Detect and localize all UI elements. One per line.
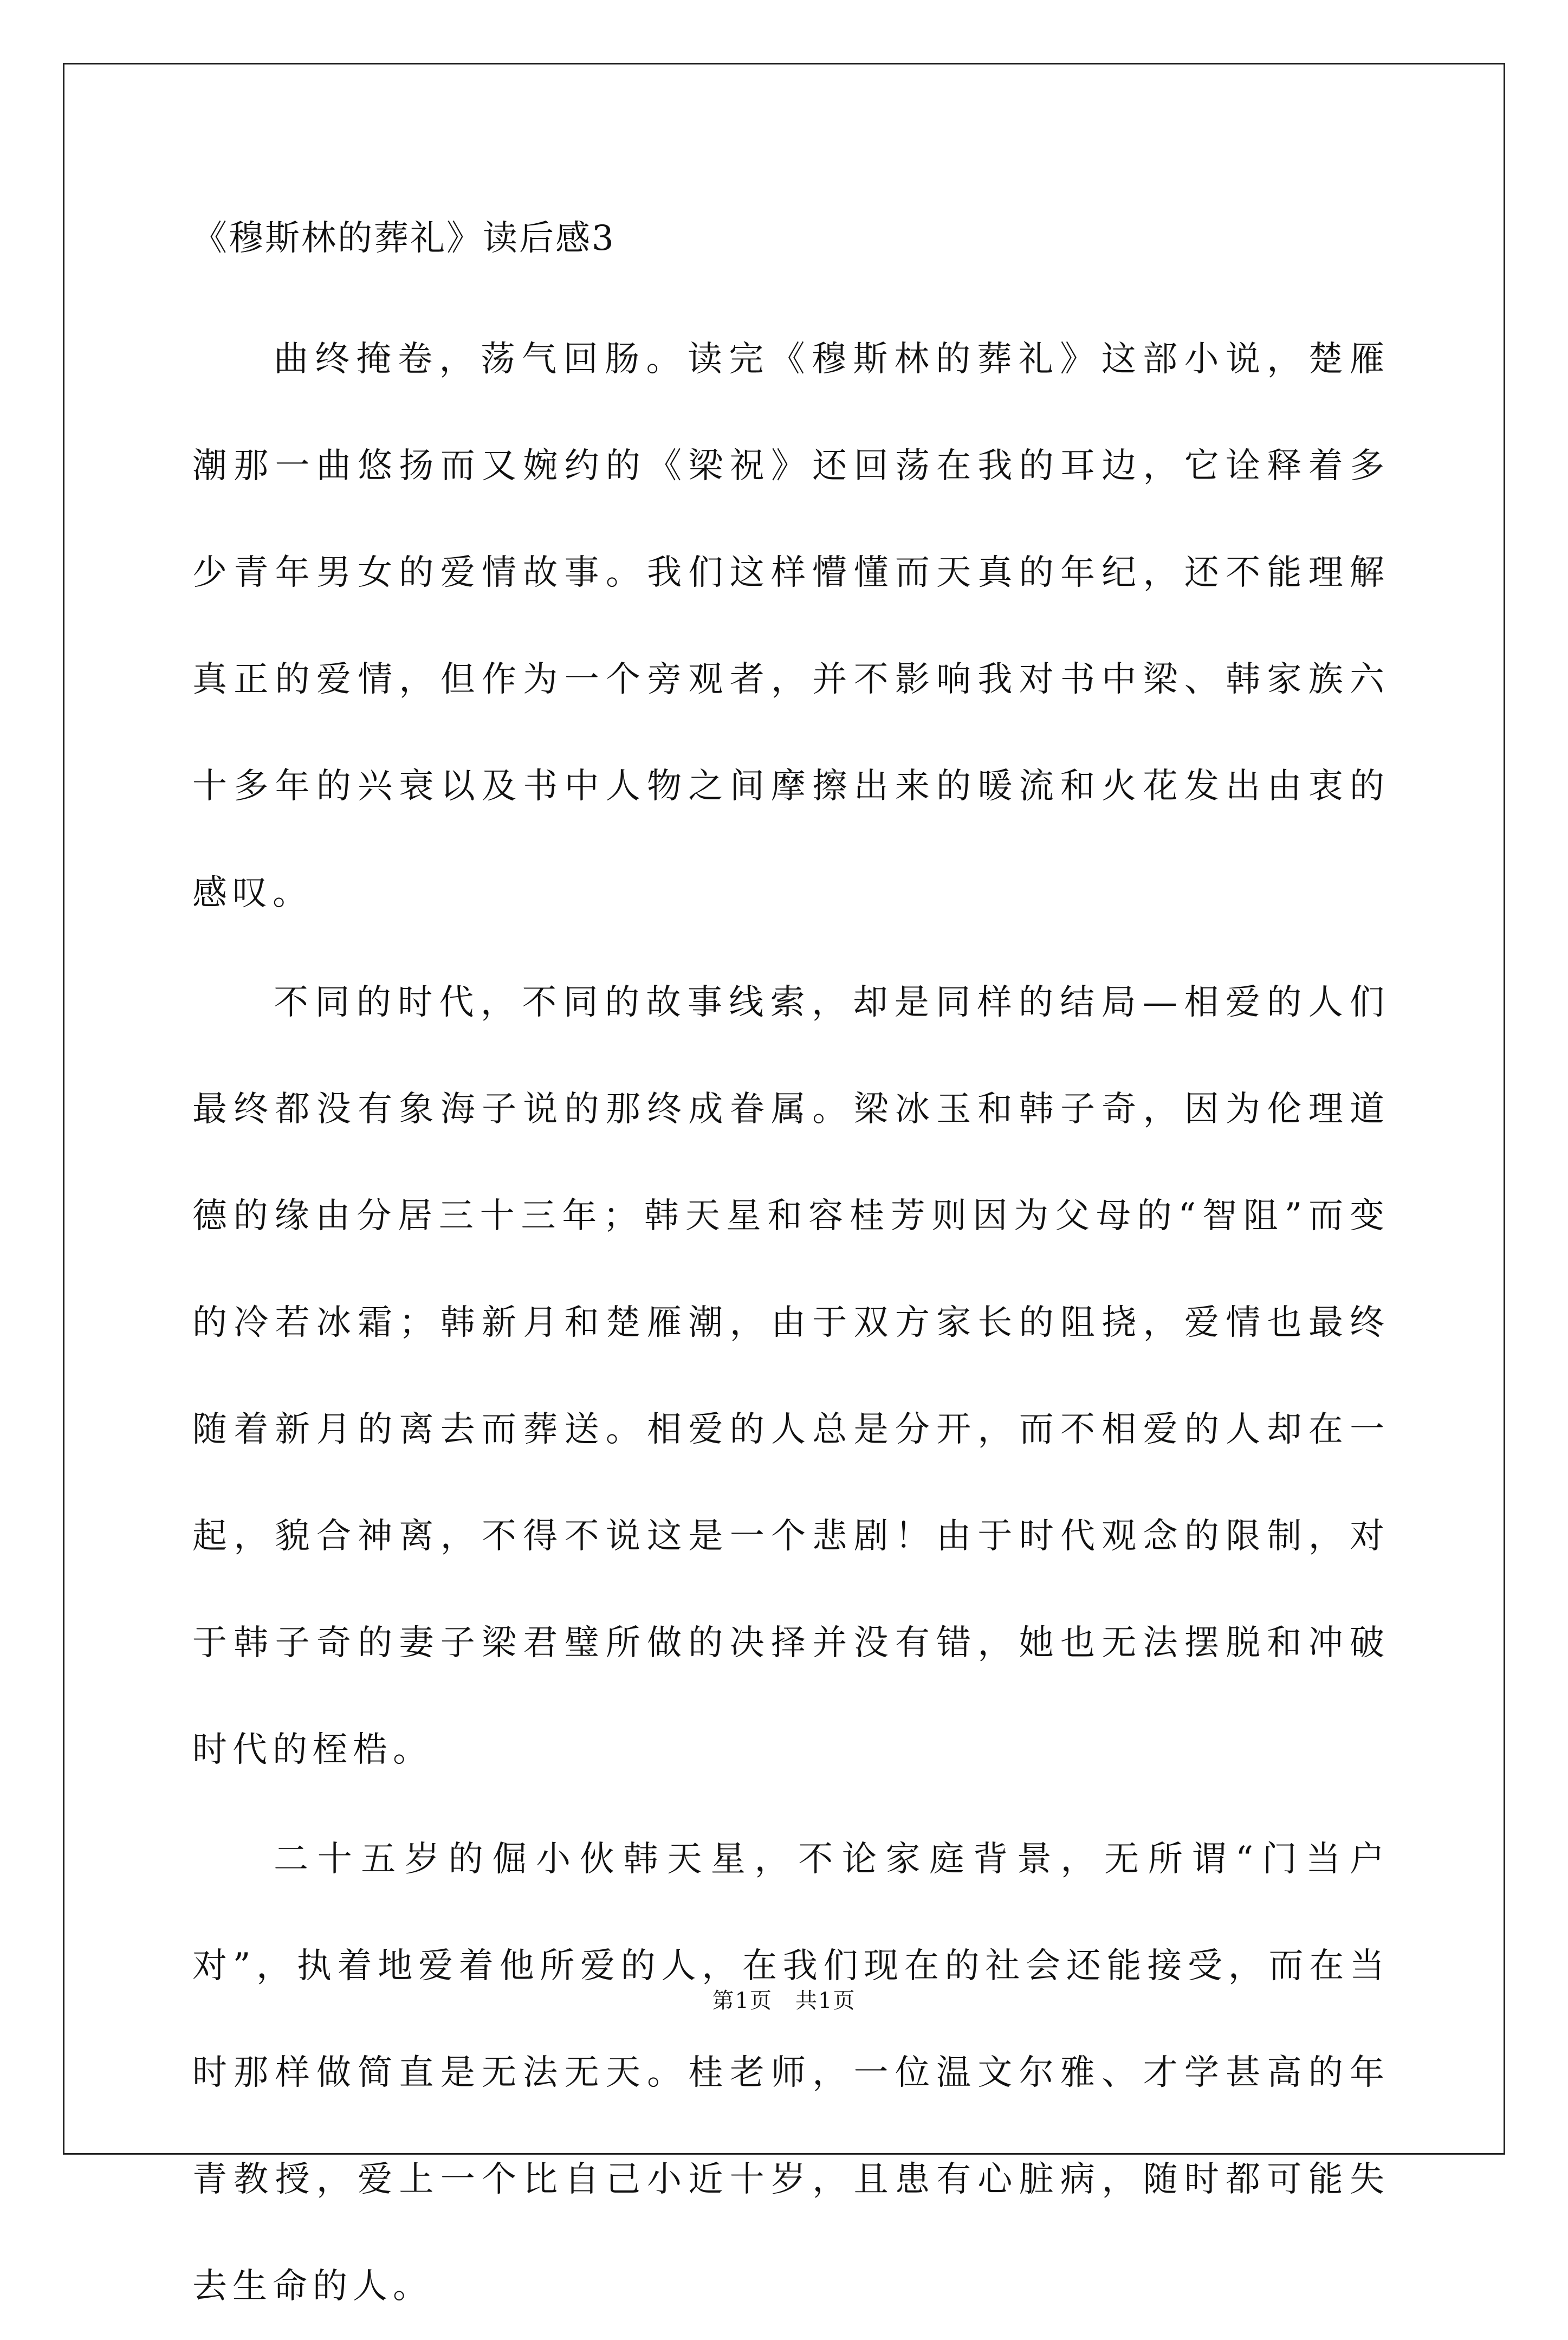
document-body xyxy=(192,203,1390,2340)
page-footer: 第1页 共1页 xyxy=(712,1988,856,2013)
paragraph-1: 曲终掩卷，荡气回肠。读完《穆斯林的葬礼》这部小说，楚雁潮那一曲悠扬而又婉约的《梁祝》还回荡在我的耳边，它诠释着多少青年男女的爱情故事。我们这样懵懂而天真的年纪，还不能理解真正的爱情，但作为一个旁观者，并不影响我对书中梁、韩家族六十多年的兴衰以及书中人物之间摩擦出来的暖流和火花发出由衷的感叹。 xyxy=(192,339,1390,913)
paragraph-3: 二十五岁的倔小伙韩天星，不论家庭背景，无所谓“门当户对”，执着地爱着他所爱的人，在我们现在的社会还能接受，而在当时那样做简直是无法无天。桂老师，一位温文尔雅、才学甚高的年青教授，爱上一个比自己小近十岁，且患有心脏病，随时都可能失去生命的人。 xyxy=(192,1839,1390,2306)
paragraph-2: 不同的时代，不同的故事线索，却是同样的结局—相爱的人们最终都没有象海子说的那终成眷属。梁冰玉和韩子奇，因为伦理道德的缘由分居三十三年；韩天星和容桂芳则因为父母的“智阻”而变的冷若冰霜；韩新月和楚雁潮，由于双方家长的阻挠，爱情也最终随着新月的离去而葬送。相爱的人总是分开，而不相爱的人却在一起，貌合神离，不得不说这是一个悲剧！由于时代观念的限制，对于韩子奇的妻子梁君璧所做的决择并没有错，她也无法摆脱和冲破时代的桎梏。 xyxy=(192,982,1390,1770)
document-title: 《穆斯林的葬礼》读后感3 xyxy=(192,218,615,258)
